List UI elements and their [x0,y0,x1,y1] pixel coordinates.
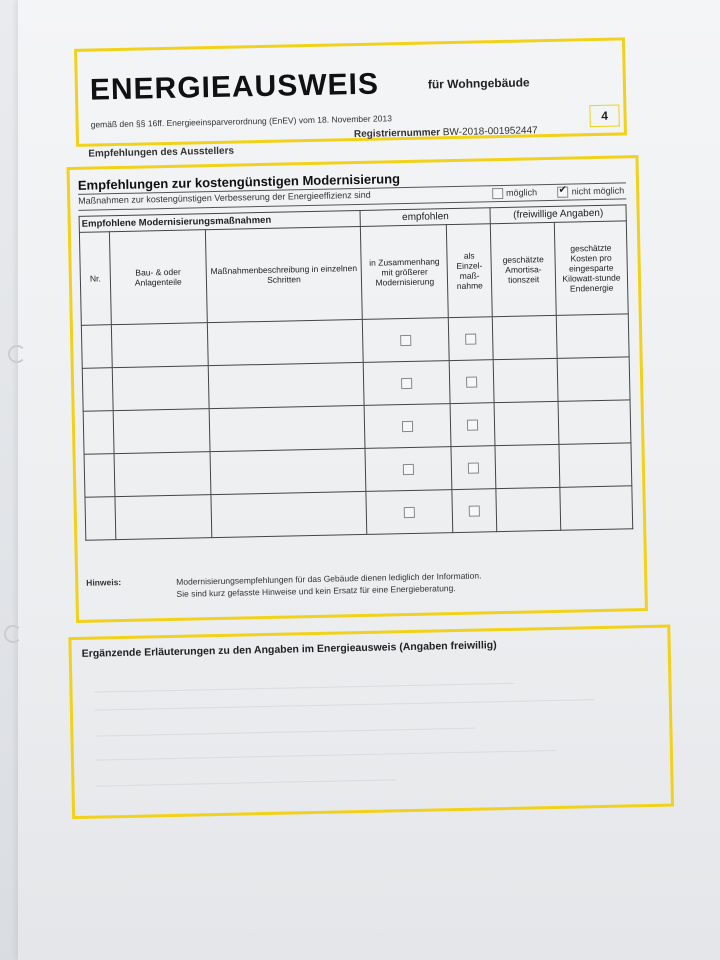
punch-hole-icon [8,345,26,363]
col-description: Maßnahmenbeschreibung in einzelnen Schritten [205,226,363,322]
single-measure-checkbox[interactable] [467,419,478,430]
note-text [176,567,616,600]
row-cost[interactable] [560,486,633,530]
show-through-line [96,750,556,761]
row-description[interactable] [207,319,364,365]
group-recommended: empfohlen [360,208,490,227]
show-through-line [95,683,515,693]
row-payback[interactable] [493,358,558,402]
row-nr[interactable] [83,411,114,455]
energy-certificate-page [52,19,669,851]
table-title: Empfohlene Modernisierungsmaßnahmen [79,210,361,232]
row-cost[interactable] [556,314,629,358]
possible-label: möglich [506,187,538,198]
legal-basis: gemäß den §§ 16ff. Energieeinsparverordnung (EnEV) vom 18. November 2013 [90,113,393,130]
row-description[interactable] [210,448,367,494]
page-number: 4 [589,104,619,127]
not-possible-label: nicht möglich [571,185,625,197]
row-cost[interactable] [557,357,630,401]
row-payback[interactable] [495,444,560,488]
row-nr[interactable] [84,454,115,498]
note-line-1: Modernisierungsempfehlungen für das Gebäude dienen lediglich der Information. [176,570,482,587]
in-context-checkbox[interactable] [402,421,413,432]
in-context-checkbox[interactable] [404,506,415,517]
registration-label: Registriernummer [353,127,441,141]
supplementary-heading: Ergänzende Erläuterungen zu den Angaben im Energieausweis (Angaben freiwillig) [81,639,497,660]
in-context-checkbox[interactable] [403,463,414,474]
row-component[interactable] [114,452,211,497]
section-label: Empfehlungen des Ausstellers [88,145,235,160]
document-title: ENERGIEAUSWEIS [89,67,380,107]
recommendations-box [67,155,648,623]
show-through-line [96,779,396,786]
recommendations-heading: Empfehlungen zur kostengünstigen Modernisierung [78,166,626,194]
col-payback: geschätzte Amortisa-tionszeit [491,222,557,316]
show-through-line [95,728,475,737]
row-nr[interactable] [85,497,116,541]
row-cost[interactable] [558,400,631,444]
row-component[interactable] [112,366,209,411]
single-measure-checkbox[interactable] [468,462,479,473]
note-line-2: Sie sind kurz gefasste Hinweise und kein Ersatz für eine Energieberatung. [176,583,456,599]
col-in-context: in Zusammenhang mit größerer Modernisierung [361,225,449,320]
row-description[interactable] [208,362,365,408]
row-component[interactable] [113,409,210,454]
row-nr[interactable] [82,368,113,412]
row-description[interactable] [209,405,366,451]
possible-checkbox[interactable] [492,188,503,199]
col-cost: geschätzte Kosten pro eingesparte Kilowatt-stunde Endenergie [554,221,628,315]
not-possible-checkbox[interactable] [558,187,569,198]
row-cost[interactable] [559,443,632,487]
col-nr: Nr. [79,232,111,326]
row-nr[interactable] [81,325,112,369]
recommendations-table [79,204,634,540]
header-box [74,37,627,147]
row-component[interactable] [115,495,212,540]
measures-text: Maßnahmen zur kostengünstigen Verbesserung der Energieeffizienz sind [78,189,371,206]
punch-hole-icon [4,625,22,643]
row-component[interactable] [111,323,208,368]
registration-number: BW-2018-001952447 [442,125,538,139]
group-optional: (freiwillige Angaben) [490,205,626,224]
note [86,566,634,599]
row-payback[interactable] [494,401,559,445]
row-payback[interactable] [496,487,561,531]
measures-options [492,185,624,199]
col-single: als Einzel-maß-nahme [447,224,493,318]
row-description[interactable] [211,491,368,537]
single-measure-checkbox[interactable] [466,376,477,387]
single-measure-checkbox[interactable] [469,505,480,516]
note-label: Hinweis: [86,577,122,588]
document-subtitle: für Wohngebäude [427,75,530,92]
row-payback[interactable] [492,315,557,359]
in-context-checkbox[interactable] [401,378,412,389]
single-measure-checkbox[interactable] [465,333,476,344]
show-through-line [95,699,595,710]
col-component: Bau- & oder Anlagenteile [109,230,207,325]
supplementary-box [68,625,674,820]
in-context-checkbox[interactable] [400,335,411,346]
